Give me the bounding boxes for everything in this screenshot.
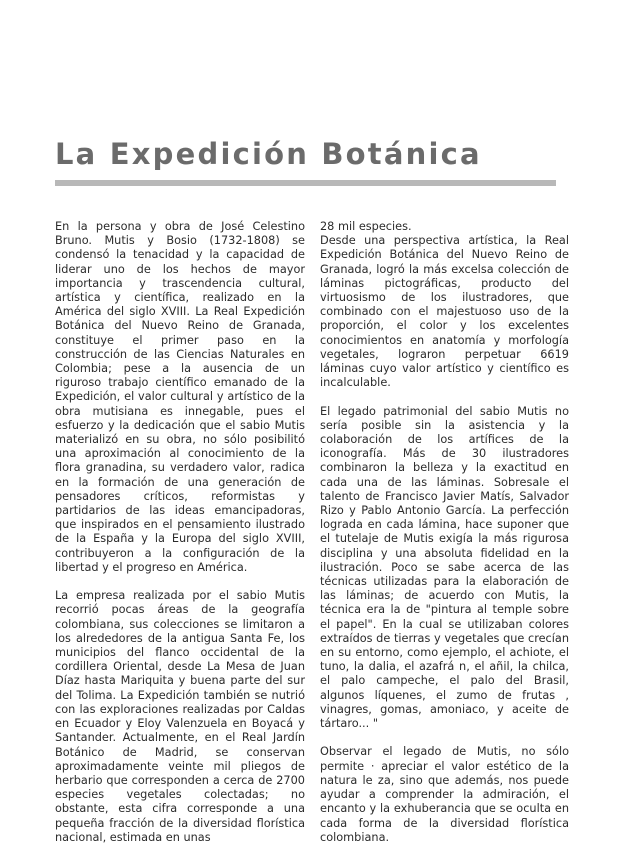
right-column (320, 220, 569, 845)
paragraph-illustrators: El legado patrimonial del sabio Mutis no sería posible sin la asistencia y la colaboración de los artífices de la iconografía. Más de 30 ilustradores combinaron la belleza y la exactitud en cada una de las láminas. Sobresale el talento de Francisco Javier Matís, Salvador Rizo y Pablo Antonio García. La perfección lograda en cada lámina, hace suponer que el tutelaje de Mutis exigía la más rigurosa disciplina y una absoluta fidelidad en la ilustración. Poco se sabe acerca de las técnicas utilizadas para la elaboración de las láminas; de acuerdo con Mutis, la técnica era la de "pintura al temple sobre el papel". En la cual se utilizaban colores extraídos de tierras y vegetales que crecían en su entorno, como ejemplo, el achiote, el tuno, la dalia, el azafrá n, el añil, la chilca, el palo campeche, el palo del Brasil, algunos líquenes, el zumo de frutas , vinagres, gomas, amoniaco, y aceite de tártaro... " (320, 404, 569, 731)
paragraph-continuation: 28 mil especies. (320, 220, 412, 233)
paragraph-geography: La empresa realizada por el sabio Mutis recorrió pocas áreas de la geografía colombiana, sus colecciones se limitaron a los alrededores de la antigua Santa Fe, los municipios del flanco occidental de la cordillera Oriental, desde La Mesa de Juan Díaz hasta Mariquita y buena parte del sur del Tolima. La Expedición también se nutrió con las exploraciones realizadas por Caldas en Ecuador y Eloy Valenzuela en Boyacá y Santander. Actualmente, en el Real Jardín Botánico de Madrid, se conservan aproximadamente veinte mil pliegos de herbario que corresponden a cerca de 2700 especies vegetales colectadas; no obstante, esta cifra corresponde a una pequeña fracción de la diversidad florística nacional, estimada en unas (55, 589, 305, 844)
paragraph-intro: En la persona y obra de José Celestino Bruno. Mutis y Bosio (1732-1808) se condensó la tenacidad y la capacidad de liderar uno de los hechos de mayor importancia y trascendencia cultural, artística y científica, realizado en la América del siglo XVIII. La Real Expedición Botánica del Nuevo Reino de Granada, constituye el primer paso en la construcción de las Ciencias Naturales en Colombia; pese a la ausencia de un riguroso trabajo científico emanado de la Expedición, el valor cultural y artístico de la obra mutisiana es innegable, pues el esfuerzo y la dedicación que el sabio Mutis materializó en su obra, no sólo posibilitó una aproximación al conocimiento de la flora granadina, su verdadero valor, radica en la formación de una generación de pensadores críticos, reformistas y partidarios de las ideas emancipadoras, que inspirados en el pensamiento ilustrado de la España y la Europa del siglo XVIII, contribuyeron a la configuración de la libertad y el progreso en América. (55, 220, 305, 574)
paragraph-artistic: Desde una perspectiva artística, la Real Expedición Botánica del Nuevo Reino de Granada, logró la más excelsa colección de láminas pictográficas, producto del virtuosismo de los ilustradores, que combinado con el majestuoso uso de la proporción, el color y los excelentes conocimientos en anatomía y morfología vegetales, lograron perpetuar 6619 láminas cuyo valor artístico y científico es incalculable. (320, 234, 569, 390)
paragraph-legacy: Observar el legado de Mutis, no sólo permite · apreciar el valor estético de la natura le za, sino que además, nos puede ayudar a comprender la admiración, el encanto y la exhuberancia que se oculta en cada forma de la diversidad florística colombiana. (320, 745, 569, 844)
title-underline (55, 180, 556, 186)
page-title: La Expedición Botánica (55, 137, 482, 171)
left-column (55, 220, 305, 845)
